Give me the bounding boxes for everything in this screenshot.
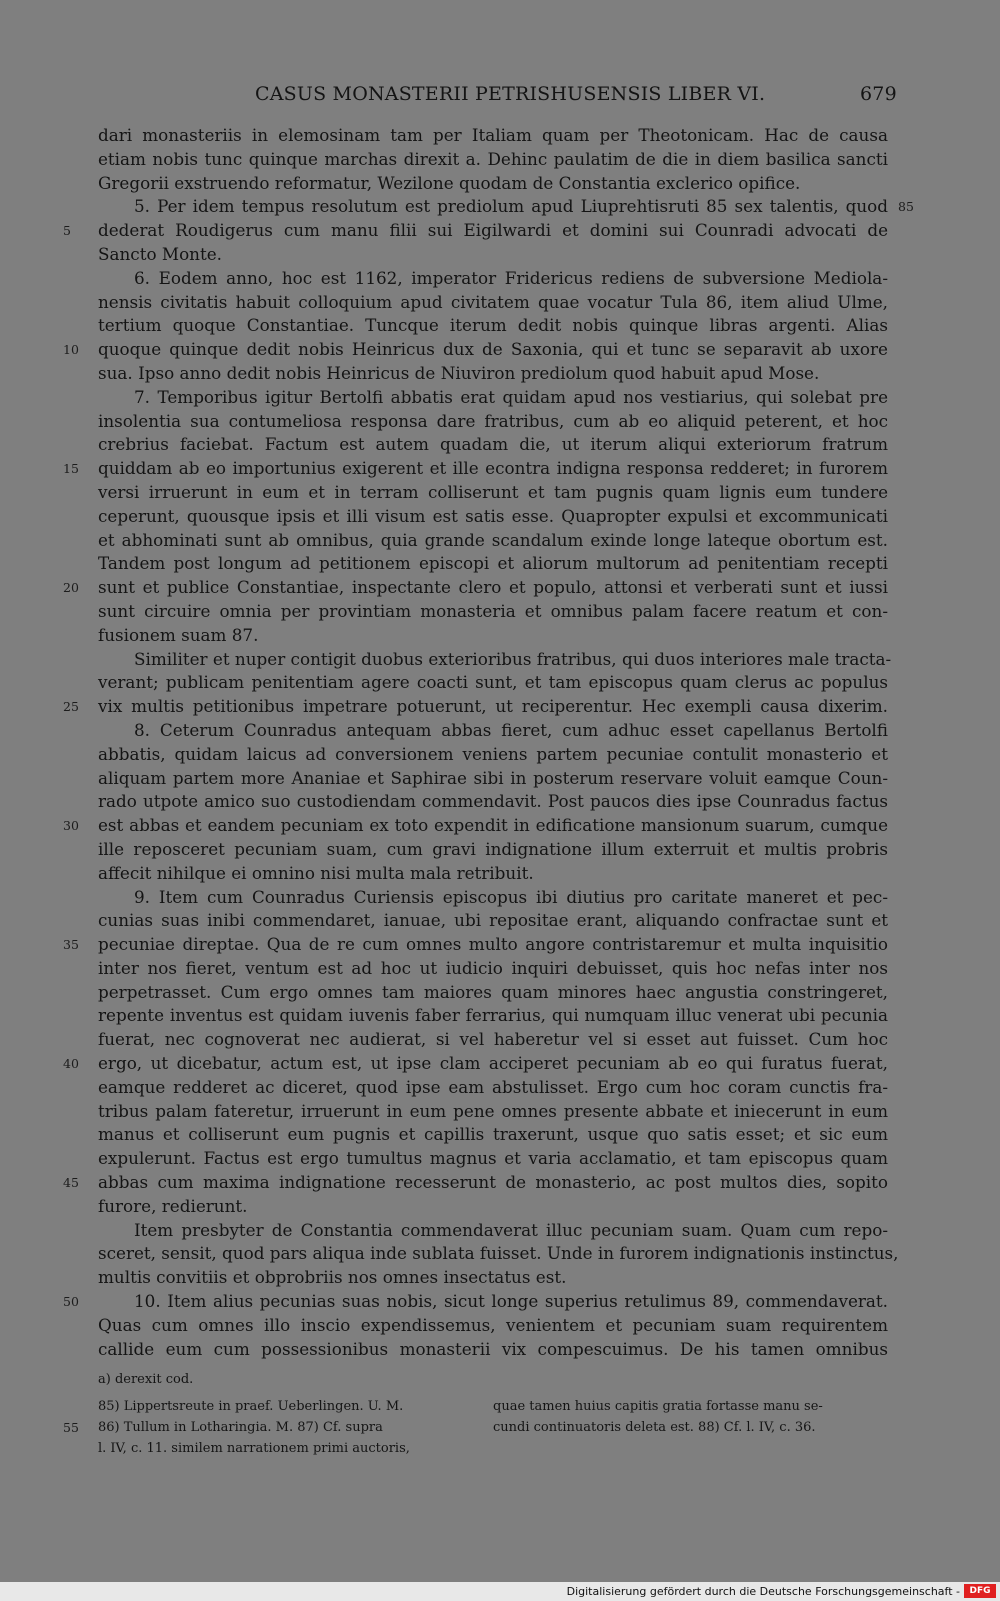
text-line: est abbas et eandem pecuniam ex toto expendit in edificatione mansionum suarum, cumque: [98, 815, 888, 836]
line-number: 5: [63, 223, 71, 239]
text-line: fusionem suam 87.: [98, 624, 259, 645]
line-number: 40: [63, 1056, 79, 1072]
text-line: vix multis petitionibus impetrare potuerunt, ut reciperentur. Hec exempli causa dixerim.: [98, 696, 888, 717]
text-line: 8. Ceterum Counradus antequam abbas fieret, cum adhuc esset capellanus Bertolfi: [134, 719, 888, 740]
footer-credit: Digitalisierung gefördert durch die Deutsche Forschungsgemeinschaft -: [566, 1585, 960, 1598]
text-line: Quas cum omnes illo inscio expendissemus, venientem et pecuniam suam requirentem: [98, 1314, 888, 1335]
text-line: callide eum cum possessionibus monasterii vix compescuimus. De his tamen omnibus: [98, 1338, 888, 1359]
text-line: perpetrasset. Cum ergo omnes tam maiores quam minores haec angustia constringeret,: [98, 981, 888, 1002]
running-title: CASUS MONASTERII PETRISHUSENSIS LIBER VI.: [255, 83, 766, 105]
line-number: 30: [63, 818, 79, 834]
text-line: crebrius faciebat. Factum est autem quadam die, ut iterum aliqui exteriorum fratrum: [98, 434, 888, 455]
text-line: multis convitiis et obprobriis nos omnes insectatus est.: [98, 1267, 567, 1288]
text-line: quiddam ab eo importunius exigerent et ille econtra indigna responsa redderet; in furorem: [98, 458, 888, 479]
text-line: 9. Item cum Counradus Curiensis episcopus ibi diutius pro caritate maneret et pec-: [134, 886, 888, 907]
footnote-88-text: cundi continuatoris deleta est. 88) Cf. l. IV, c. 36.: [493, 1420, 816, 1435]
footnote-continuation-text: quae tamen huius capitis gratia fortasse manu se-: [493, 1399, 823, 1414]
text-line: quoque quinque dedit nobis Heinricus dux de Saxonia, qui et tunc se separavit ab uxore: [98, 339, 888, 360]
footnote-margin-number: 85: [898, 199, 914, 215]
text-line: Similiter et nuper contigit duobus exterioribus fratribus, qui duos interiores male tracta-: [134, 648, 892, 669]
text-line: sua. Ipso anno dedit nobis Heinricus de Niuviron prediolum quod habuit apud Mose.: [98, 362, 820, 383]
text-line: pecuniae direptae. Qua de re cum omnes multo angore contristaremur et multa inquisitio: [98, 934, 888, 955]
text-line: insolentia sua contumeliosa responsa dare fratribus, cum ab eo aliquid peterent, et hoc: [98, 410, 888, 431]
text-line: fuerat, nec cognoverat nec audierat, si vel haberetur vel si esset aut fuisset. Cum hoc: [98, 1029, 888, 1050]
line-number: 25: [63, 699, 79, 715]
line-number: 45: [63, 1175, 79, 1191]
line-number: 55: [63, 1420, 79, 1435]
text-line: eamque redderet ac diceret, quod ipse eam abstulisset. Ergo cum hoc coram cunctis fra-: [98, 1076, 888, 1097]
line-number: 20: [63, 580, 79, 596]
text-line: ergo, ut dicebatur, actum est, ut ipse clam acciperet pecuniam ab eo qui furatus fuerat,: [98, 1053, 888, 1074]
line-number: 50: [63, 1294, 79, 1310]
dfg-logo: DFG: [964, 1584, 996, 1598]
text-line: sunt circuire omnia per provintiam monasteria et omnibus palam facere reatum et con-: [98, 600, 888, 621]
text-line: Gregorii exstruendo reformatur, Wezilone quodam de Constantia exclerico opifice.: [98, 172, 801, 193]
text-line: rado utpote amico suo custodiendam commendavit. Post paucos dies ipse Counradus factus: [98, 791, 888, 812]
text-line: sceret, sensit, quod pars aliqua inde sublata fuisset. Unde in furorem indignationis instinctus,: [98, 1243, 899, 1264]
text-line: 6. Eodem anno, hoc est 1162, imperator Fridericus rediens de subversione Mediola-: [134, 267, 888, 288]
variant-note-text: a) derexit cod.: [98, 1372, 194, 1387]
footnote-86-87-text: 86) Tullum in Lotharingia. M. 87) Cf. supra: [98, 1420, 383, 1435]
text-line: 7. Temporibus igitur Bertolfi abbatis erat quidam apud nos vestiarius, qui solebat pre: [134, 386, 888, 407]
text-line: versi irruerunt in eum et in terram colliserunt et tam pugnis quam lignis eum tundere: [98, 481, 888, 502]
text-line: repente inventus est quidam iuvenis faber ferrarius, qui numquam illuc venerat ubi pecunia: [98, 1005, 888, 1026]
text-line: dari monasteriis in elemosinam tam per Italiam quam per Theotonicam. Hac de causa: [98, 125, 888, 145]
text-line: abbas cum maxima indignatione recesserunt de monasterio, ac post multos dies, sopito: [98, 1172, 888, 1193]
text-line: cunias suas inibi commendaret, ianuae, ubi repositae erant, aliquando confractae sunt et: [98, 910, 888, 931]
text-line: Sancto Monte.: [98, 243, 222, 264]
footnote-87-cont-text: l. IV, c. 11. similem narrationem primi auctoris,: [98, 1441, 410, 1456]
line-number: 15: [63, 461, 79, 477]
text-line: tribus palam fateretur, irruerunt in eum pene omnes presente abbate et iniecerunt in eum: [98, 1100, 888, 1121]
footnote-85-text: 85) Lippertsreute in praef. Ueberlingen. U. M.: [98, 1399, 404, 1414]
text-line: inter nos fieret, ventum est ad hoc ut iudicio inquiri debuisset, quis hoc nefas inter nos: [98, 957, 888, 978]
text-line: abbatis, quidam laicus ad conversionem veniens partem pecuniae contulit monasterio et: [98, 743, 888, 764]
body-text: [98, 124, 899, 1361]
text-line: affecit nihilque ei omnino nisi multa mala retribuit.: [98, 862, 534, 883]
text-line: furore, redierunt.: [98, 1195, 248, 1216]
text-line: Tandem post longum ad petitionem episcopi et aliorum multorum ad penitentiam recepti: [98, 553, 888, 574]
text-line: et abhominati sunt ab omnibus, quia grande scandalum exinde longe lateque obortum est.: [98, 529, 888, 550]
text-line: sunt et publice Constantiae, inspectante clero et populo, attonsi et verberati sunt et iussi: [98, 577, 888, 598]
text-line: etiam nobis tunc quinque marchas direxit a. Dehinc paulatim de die in diem basilica sancti: [98, 148, 888, 169]
text-line: aliquam partem more Ananiae et Saphirae sibi in posterum reservare voluit eamque Coun-: [98, 767, 888, 788]
text-line: manus et colliserunt eum pugnis et capillis traxerunt, usque quo satis esset; et sic eum: [98, 1124, 888, 1145]
text-line: 10. Item alius pecunias suas nobis, sicut longe superius retulimus 89, commendaverat.: [134, 1291, 888, 1312]
text-line: verant; publicam penitentiam agere coacti sunt, et tam episcopus quam clerus ac populus: [98, 672, 888, 693]
text-line: 5. Per idem tempus resolutum est prediolum apud Liuprehtisruti 85 sex talentis, quod: [134, 196, 888, 217]
text-line: Item presbyter de Constantia commendaverat illuc pecuniam suam. Quam cum repo-: [134, 1219, 888, 1240]
text-line: nensis civitatis habuit colloquium apud civitatem quae vocatur Tula 86, item aliud Ulme,: [98, 291, 888, 312]
page-number: 679: [860, 83, 897, 105]
line-number: 35: [63, 937, 79, 953]
text-line: dederat Roudigerus cum manu filii sui Eigilwardi et domini sui Counradi advocati de: [98, 220, 888, 241]
text-line: ille reposceret pecuniam suam, cum gravi indignatione illum exterruit et multis probris: [98, 838, 888, 859]
text-line: ceperunt, quousque ipsis et illi visum est satis esse. Quapropter expulsi et excommunicati: [98, 505, 888, 526]
text-line: tertium quoque Constantiae. Tuncque iterum dedit nobis quinque libras argenti. Alias: [98, 315, 888, 336]
text-line: expulerunt. Factus est ergo tumultus magnus et varia acclamatio, et tam episcopus quam: [98, 1148, 888, 1169]
line-number: 10: [63, 342, 79, 358]
